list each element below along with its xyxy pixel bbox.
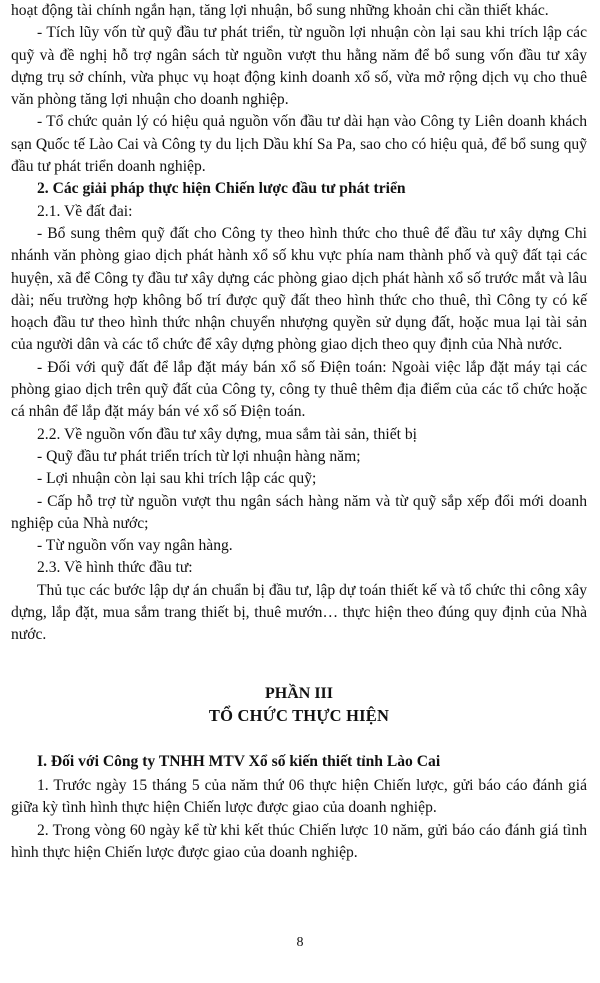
document-body bbox=[11, 0, 587, 864]
section-heading: I. Đối với Công ty TNHH MTV Xổ số kiến thiết tỉnh Lào Cai bbox=[37, 752, 441, 770]
capital-list-item: - Quỹ đầu tư phát triển trích từ lợi nhuận hàng năm; bbox=[37, 447, 361, 465]
capital-list-item: - Lợi nhuận còn lại sau khi trích lập các quỹ; bbox=[37, 470, 317, 488]
investment-form-subheading: 2.3. Về hình thức đầu tư: bbox=[37, 559, 193, 577]
solutions-heading: 2. Các giải pháp thực hiện Chiến lược đầu tư phát triển bbox=[37, 180, 406, 198]
part-title: TỔ CHỨC THỰC HIỆN bbox=[208, 705, 390, 725]
implementation-item-1: 1. Trước ngày 15 tháng 5 của năm thứ 06 thực hiện Chiến lược, gửi báo cáo đánh giá giữa kỳ tình hình thực hiện Chiến lược được giao của doanh nghiệp. bbox=[11, 776, 587, 817]
implementation-item-2: 2. Trong vòng 60 ngày kể từ khi kết thúc Chiến lược 10 năm, gửi báo cáo đánh giá tình hình thực hiện Chiến lược được giao của doanh nghiệp. bbox=[11, 821, 587, 861]
intro-continuation-paragraph: hoạt động tài chính ngắn hạn, tăng lợi nhuận, bổ sung những khoản chi cần thiết khác. bbox=[11, 2, 549, 19]
part-label: PHẦN III bbox=[264, 684, 333, 702]
manage-capital-paragraph: - Tổ chức quản lý có hiệu quả nguồn vốn đầu tư dài hạn vào Công ty Liên doanh khách sạn Quốc tế Lào Cai và Công ty du lịch Dầu khí Sa Pa, sao cho có hiệu quả, để bổ sung quỹ đầu tư phát triển doanh nghiệp. bbox=[11, 113, 587, 176]
land-subheading: 2.1. Về đất đai: bbox=[37, 202, 133, 220]
land-paragraph-2: - Đối với quỹ đất để lắp đặt máy bán xổ số Điện toán: Ngoài việc lắp đặt máy tại các phòng giao dịch trên quỹ đất của Công ty, công ty thuê thêm địa điểm của các tổ chức hoặc cá nhân để lắp đặt máy bán vé xổ số Điện toán. bbox=[11, 358, 587, 421]
page-number: 8 bbox=[296, 935, 304, 950]
land-paragraph-1: - Bổ sung thêm quỹ đất cho Công ty theo hình thức cho thuê để đầu tư xây dựng Chi nhánh văn phòng giao dịch phát hành xổ số khu vực phía nam thành phố và quỹ đất tại các huyện, xã để Công ty đầu tư xây dựng các phòng giao dịch phát hành xổ số trước mắt và lâu dài; nếu trường hợp không bố trí được quỹ đất theo hình thức cho thuê, thì Công ty có kế hoạch đầu tư theo hình thức nhận chuyển nhượng quyền sử dụng đất, hoặc mua lại tài sản của người dân và các tổ chức để xây dựng phòng giao dịch theo quy định của Nhà nước. bbox=[11, 224, 587, 354]
capital-list-item: - Cấp hỗ trợ từ nguồn vượt thu ngân sách hàng năm và từ quỹ sắp xếp đổi mới doanh nghiệp của Nhà nước; bbox=[11, 492, 587, 532]
capital-list-item: - Từ nguồn vốn vay ngân hàng. bbox=[37, 537, 233, 555]
investment-form-paragraph: Thủ tục các bước lập dự án chuẩn bị đầu tư, lập dự toán thiết kế và tổ chức thi công xây dựng, lắp đặt, mua sắm trang thiết bị, thuê mướn… thực hiện theo đúng quy định của Nhà nước. bbox=[11, 581, 587, 644]
accumulate-capital-paragraph: - Tích lũy vốn từ quỹ đầu tư phát triển, từ nguồn lợi nhuận còn lại sau khi trích lập các quỹ và đề nghị hỗ trợ ngân sách từ nguồn vượt thu hằng năm để bổ sung vốn đầu tư xây dựng trụ sở chính, vừa phục vụ hoạt động kinh doanh xổ số, vừa mở rộng dịch vụ cho thuê văn phòng tăng lợi nhuận cho doanh nghiệp. bbox=[11, 24, 587, 109]
capital-subheading: 2.2. Về nguồn vốn đầu tư xây dựng, mua sắm tài sản, thiết bị bbox=[37, 425, 417, 443]
